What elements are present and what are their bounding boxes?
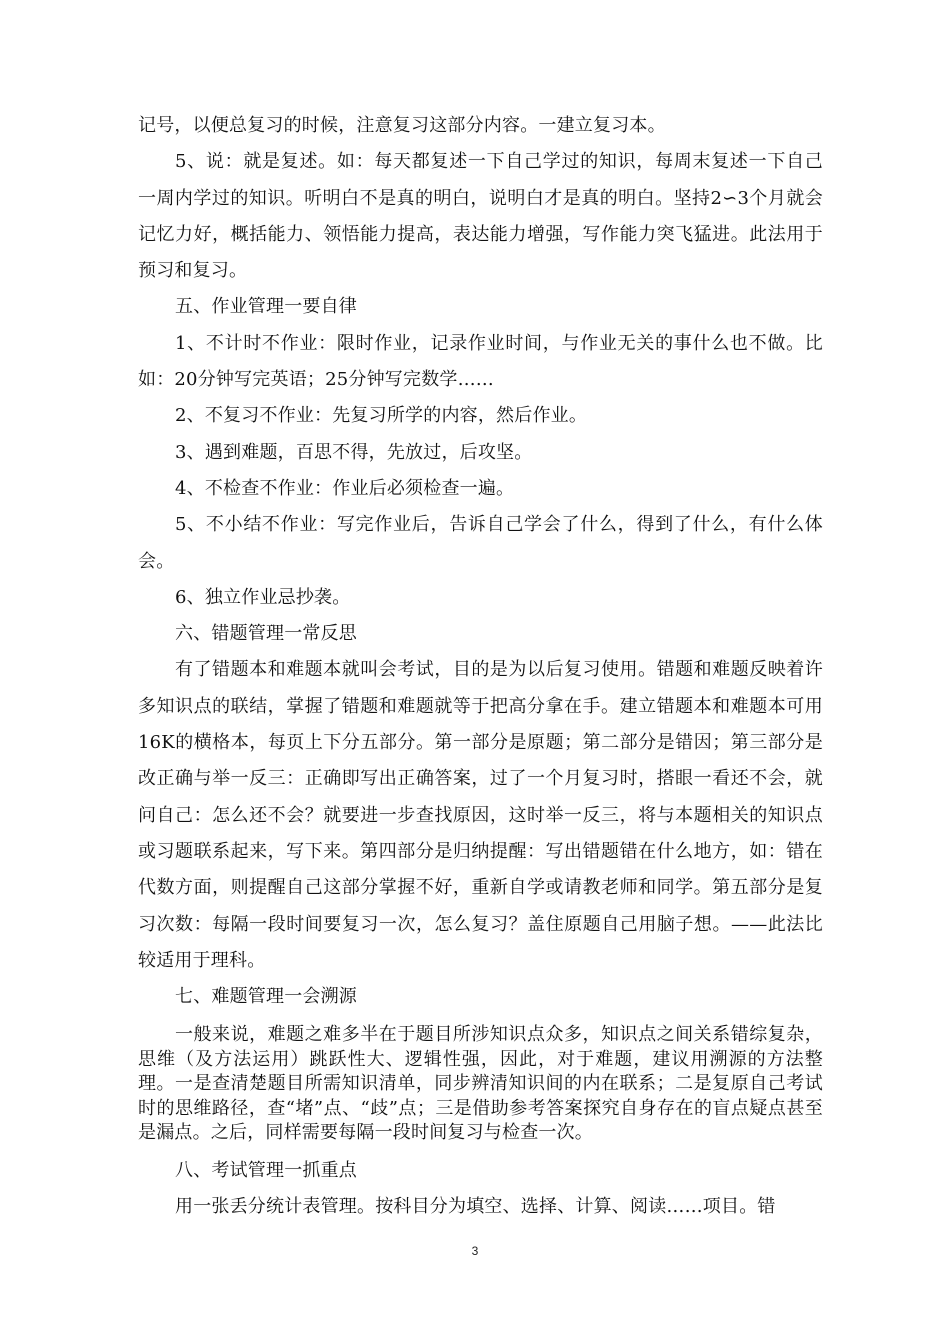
paragraph-review-note: 记号，以便总复习的时候，注意复习这部分内容。一建立复习本。 — [138, 115, 666, 136]
paragraph-retell-method: 5、说：就是复述。如：每天都复述一下自己学过的知识，每周末复述一下自己一周内学过的知识。听明白不是真的明白，说明白才是真的明白。坚持2∽3个月就会记忆力好，概括能力、领悟能力提高，表达能力增强，写作能力突飞猛进。此法用于预习和复习。 — [138, 151, 823, 282]
heading-exam-management: 八、考试管理一抓重点 — [175, 1159, 357, 1181]
paragraph-homework-rule-5: 5、不小结不作业：写完作业后，告诉自己学会了什么，得到了什么，有什么体会。 — [138, 514, 823, 572]
heading-difficult-problem-management: 七、难题管理一会溯源 — [175, 986, 357, 1008]
paragraph-trace-source-method: 一般来说，难题之难多半在于题目所涉知识点众多，知识点之间关系错综复杂，思维（及方法运用）跳跃性大、逻辑性强，因此，对于难题，建议用溯源的方法整理。一是查清楚题目所需知识清单，同步辨清知识间的内在联系；二是复原自己考试时的思维路径，查“堵”点、“歧”点；三是借助参考答案探究自身存在的盲点疑点甚至是漏点。之后，同样需要每隔一段时间复习与检查一次。 — [138, 1024, 823, 1144]
paragraph-mistake-notebook: 有了错题本和难题本就叫会考试，目的是为以后复习使用。错题和难题反映着许多知识点的联结，掌握了错题和难题就等于把高分拿在手。建立错题本和难题本可用16K的横格本，每页上下分五部分。第一部分是原题；第二部分是错因；第三部分是改正确与举一反三：正确即写出正确答案，过了一个月复习时，搭眼一看还不会，就问自己：怎么还不会？就要进一步查找原因，这时举一反三，将与本题相关的知识点或习题联系起来，写下来。第四部分是归纳提醒：写出错题错在什么地方，如：错在代数方面，则提醒自己这部分掌握不好，重新自学或请教老师和同学。第五部分是复习次数：每隔一段时间要复习一次，怎么复习？盖住原题自己用脑子想。——此法比较适用于理科。 — [138, 659, 823, 971]
document-body — [138, 108, 823, 1226]
paragraph-homework-rule-6: 6、独立作业忌抄袭。 — [175, 586, 351, 608]
page-number: 3 — [471, 1244, 479, 1258]
paragraph-score-loss-table: 用一张丢分统计表管理。按科目分为填空、选择、计算、阅读……项目。错 — [175, 1196, 776, 1218]
heading-homework-management: 五、作业管理一要自律 — [175, 296, 357, 318]
paragraph-homework-rule-3: 3、遇到难题，百思不得，先放过，后攻坚。 — [175, 441, 533, 463]
heading-mistake-management: 六、错题管理一常反思 — [175, 623, 357, 645]
paragraph-homework-rule-2: 2、不复习不作业：先复习所学的内容，然后作业。 — [175, 405, 588, 427]
paragraph-homework-rule-4: 4、不检查不作业：作业后必须检查一遍。 — [175, 477, 515, 499]
paragraph-homework-rule-1: 1、不计时不作业：限时作业，记录作业时间，与作业无关的事什么也不做。比如：20分钟写完英语；25分钟写完数学…… — [138, 332, 823, 391]
